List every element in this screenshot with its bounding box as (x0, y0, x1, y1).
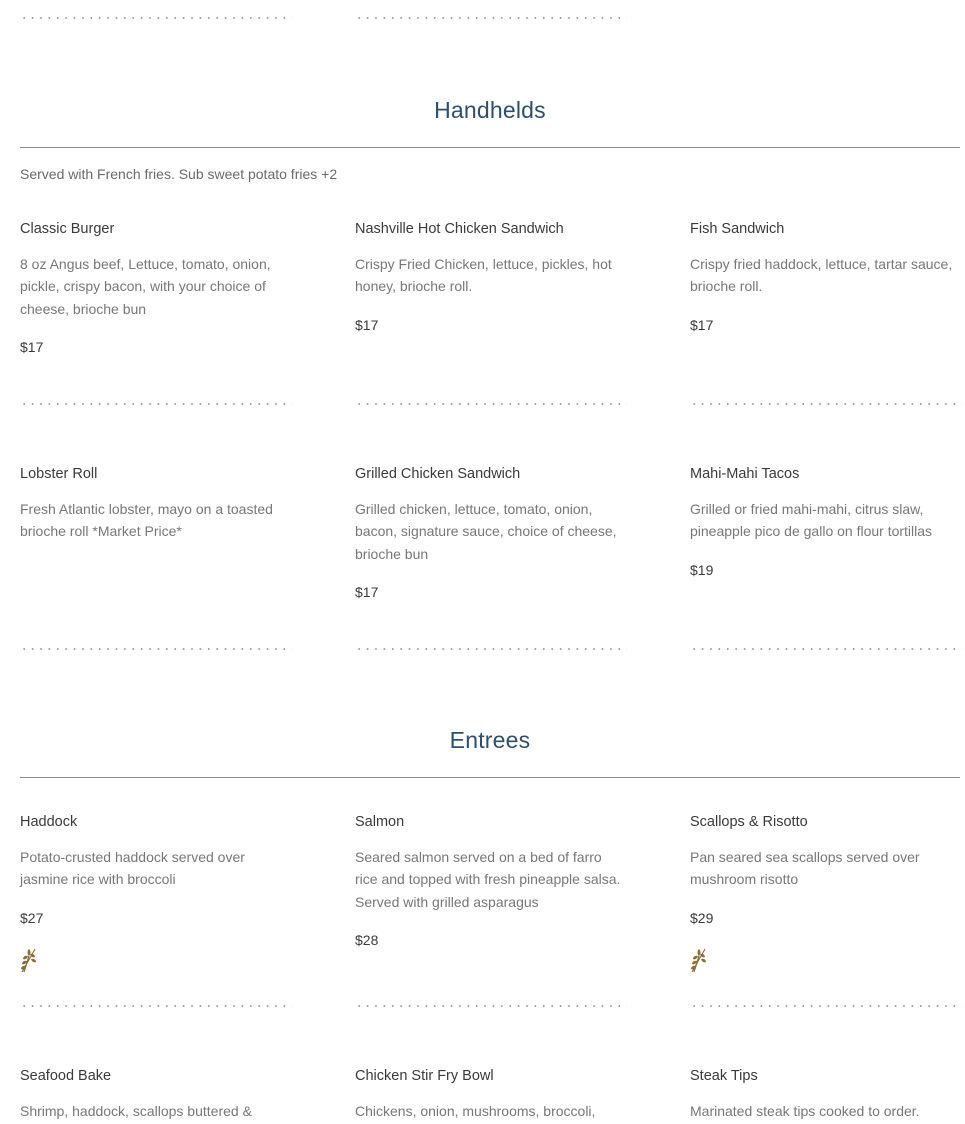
item-name: Mahi-Mahi Tacos (690, 466, 800, 482)
menu-item (355, 813, 627, 949)
item-price: $19 (690, 561, 714, 578)
menu-item (355, 1067, 627, 1122)
gluten-free-icon (690, 945, 708, 973)
menu-item (355, 220, 627, 334)
item-description: Potato-crusted haddock served over jasmine rice with broccoli (20, 849, 245, 888)
menu-item (20, 220, 292, 356)
item-separator (690, 648, 962, 650)
item-separator (355, 1005, 627, 1007)
section-divider (20, 777, 960, 778)
item-price: $17 (20, 338, 44, 355)
menu-item (20, 465, 292, 543)
item-separator (690, 1005, 962, 1007)
item-name: Scallops & Risotto (690, 814, 808, 830)
item-name: Salmon (355, 814, 405, 830)
menu-item (690, 1067, 965, 1122)
item-name: Haddock (20, 814, 78, 830)
menu-item (690, 813, 965, 973)
item-description: Seared salmon served on a bed of farro rice and topped with fresh pineapple salsa. Served with grilled asparagus (355, 849, 621, 910)
section-divider (20, 147, 960, 148)
item-description: Pan seared sea scallops served over mushroom risotto (690, 849, 920, 888)
gluten-free-icon (20, 945, 38, 973)
item-price: $17 (690, 316, 714, 333)
menu-item (690, 465, 965, 579)
item-price: $17 (355, 583, 379, 600)
menu-item (355, 465, 627, 601)
item-separator (20, 648, 292, 650)
section-note: Served with French fries. Sub sweet potato fries +2 (20, 166, 338, 182)
item-separator (20, 17, 292, 19)
item-name: Seafood Bake (20, 1068, 112, 1084)
item-description: 8 oz Angus beef, Lettuce, tomato, onion, pickle, crispy bacon, with your choice of cheese, brioche bun (20, 256, 271, 317)
item-description: Shrimp, haddock, scallops buttered & (20, 1103, 252, 1119)
item-separator (355, 17, 627, 19)
item-separator (20, 1005, 292, 1007)
item-description: Chickens, onion, mushrooms, broccoli, (355, 1103, 596, 1119)
item-price: $28 (355, 931, 379, 948)
item-description: Marinated steak tips cooked to order. (690, 1103, 920, 1119)
item-separator (20, 403, 292, 405)
menu-item (20, 1067, 292, 1122)
item-price: $17 (355, 316, 379, 333)
item-name: Nashville Hot Chicken Sandwich (355, 221, 564, 237)
item-name: Grilled Chicken Sandwich (355, 466, 521, 482)
item-name: Classic Burger (20, 221, 115, 237)
item-separator (690, 403, 962, 405)
item-description: Grilled or fried mahi-mahi, citrus slaw, pineapple pico de gallo on flour tortillas (690, 501, 933, 540)
menu-item (690, 220, 965, 334)
item-description: Crispy Fried Chicken, lettuce, pickles, hot honey, brioche roll. (355, 256, 612, 295)
item-description: Fresh Atlantic lobster, mayo on a toasted brioche roll *Market Price* (20, 501, 273, 540)
item-price: $29 (690, 909, 714, 926)
item-name: Lobster Roll (20, 466, 98, 482)
item-name: Chicken Stir Fry Bowl (355, 1068, 494, 1084)
section-title-handhelds: Handhelds (434, 97, 546, 123)
item-price: $27 (20, 909, 44, 926)
item-name: Steak Tips (690, 1068, 758, 1084)
item-description: Grilled chicken, lettuce, tomato, onion, bacon, signature sauce, choice of cheese, brioche bun (355, 501, 617, 562)
item-name: Fish Sandwich (690, 221, 785, 237)
menu-item (20, 813, 292, 973)
item-separator (355, 403, 627, 405)
section-title-entrees: Entrees (449, 727, 531, 753)
item-description: Crispy fried haddock, lettuce, tartar sauce, brioche roll. (690, 256, 953, 295)
item-separator (355, 648, 627, 650)
